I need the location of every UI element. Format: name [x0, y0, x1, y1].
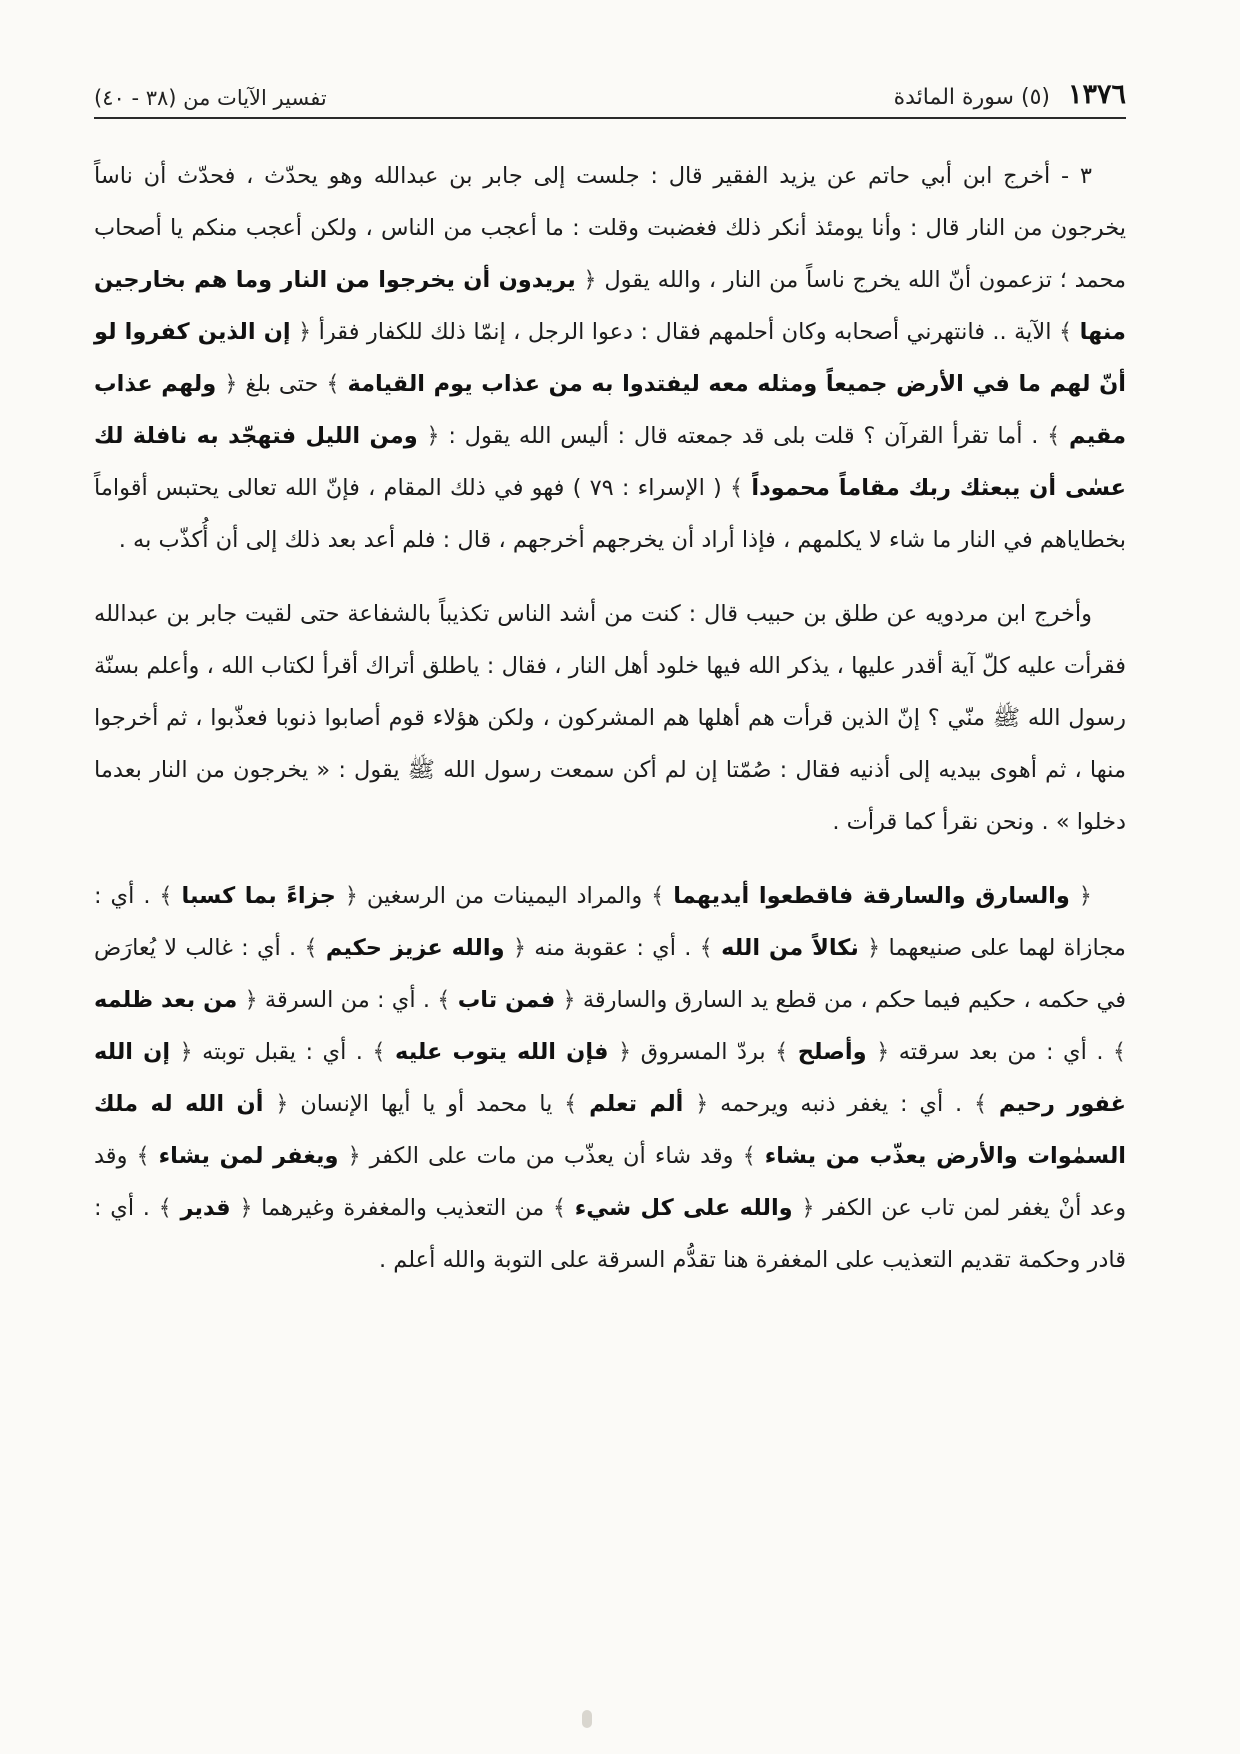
quran-bracket-close: ﴾ — [730, 475, 744, 501]
text-segment: ( الإسراء : ٧٩ ) فهو في ذلك المقام ، فإنّ الله تعالى يحتبس أقواماً بخطاياهم في النار ما شاء لا يكلمهم ، فإذا أراد أن يخرجهم أخرجهم ، قال : فلم أعد بعد ذلك إلى أن أُكذّب به . — [94, 475, 1126, 553]
text-segment: . أي : غالب لا يُعارَض في حكمه ، حكيم فيما حكم ، من قطع يد السارق والسارقة — [94, 935, 1126, 1013]
quran-bracket-close: ﴾ — [742, 1143, 756, 1169]
quran-quote: أن الله له ملك السمٰوات والأرض يعذّب من يشاء — [94, 1091, 1126, 1169]
quran-bracket-open: ﴿ — [239, 1195, 253, 1221]
quran-quote: قدير — [180, 1195, 231, 1221]
text-segment: . أي : يغفر ذنبه ويرحمه — [720, 1091, 963, 1117]
quran-bracket-open: ﴿ — [179, 1039, 193, 1065]
text-segment: . أي : من السرقة — [264, 987, 431, 1013]
quran-bracket-open: ﴿ — [801, 1195, 815, 1221]
quran-bracket-close: ﴾ — [651, 883, 665, 909]
paragraph-tafsir-verses — [94, 870, 1126, 1286]
quran-bracket-close: ﴾ — [437, 987, 451, 1013]
page-body — [94, 150, 1126, 1286]
quran-bracket-close: ﴾ — [1047, 423, 1061, 449]
text-segment: يا محمد أو يا أيها الإنسان — [300, 1091, 553, 1117]
quran-quote: نكالاً من الله — [721, 935, 859, 961]
page-mark — [582, 1710, 592, 1728]
quran-quote: والله عزيز حكيم — [325, 935, 505, 961]
text-segment: بردّ المسروق — [640, 1039, 766, 1065]
text-segment: . أي : مجازاة لهما على صنيعهما — [94, 883, 1126, 961]
text-segment: وقد وعد أنْ يغفر لمن تاب عن الكفر — [94, 1143, 1127, 1221]
quran-bracket-open: ﴿ — [583, 267, 597, 293]
quran-bracket-close: ﴾ — [372, 1039, 386, 1065]
quran-bracket-close: ﴾ — [304, 935, 318, 961]
quran-bracket-close: ﴾ — [326, 371, 340, 397]
quran-bracket-open: ﴿ — [344, 883, 358, 909]
text-segment: . أما تقرأ القرآن ؟ قلت بلى قد جمعته قال : أليس الله يقول : — [448, 423, 1039, 449]
text-segment: الآية .. فانتهرني أصحابه وكان أحلمهم فقال : دعوا الرجل ، إنمّا ذلك للكفار فقرأ — [318, 319, 1052, 345]
quran-bracket-open: ﴿ — [275, 1091, 289, 1117]
quran-bracket-close: ﴾ — [158, 1195, 172, 1221]
quran-bracket-close: ﴾ — [699, 935, 713, 961]
quran-quote: جزاءً بما كسبا — [181, 883, 336, 909]
quran-bracket-close: ﴾ — [973, 1091, 988, 1117]
text-segment: من التعذيب والمغفرة وغيرهما — [261, 1195, 545, 1221]
quran-bracket-open: ﴿ — [617, 1039, 632, 1065]
text-segment: . أي : عقوبة منه — [534, 935, 692, 961]
quran-bracket-open: ﴿ — [426, 423, 440, 449]
quran-bracket-close: ﴾ — [159, 883, 173, 909]
quran-quote: ولهم عذاب مقيم — [94, 371, 1126, 449]
quran-quote: من بعد ظلمه — [94, 987, 238, 1013]
quran-quote: والسارق والسارقة فاقطعوا أيديهما — [673, 883, 1070, 909]
quran-bracket-close: ﴾ — [552, 1195, 567, 1221]
quran-quote: فإن الله يتوب عليه — [395, 1039, 609, 1065]
paragraph-hadith-yazid — [94, 150, 1126, 566]
quran-quote: والله على كل شيء — [574, 1195, 793, 1221]
quran-quote: ومن الليل فتهجّد به نافلة لك عسٰى أن يبعثك ربك مقاماً محموداً — [94, 423, 1126, 501]
text-segment: وقد شاء أن يعذّب من مات على الكفر — [369, 1143, 734, 1169]
quran-quote: إن الذين كفروا لو أنّ لهم ما في الأرض جميعاً ومثله معه ليفتدوا به من عذاب يوم القيامة — [94, 319, 1126, 397]
quran-quote: ألم تعلم — [589, 1091, 684, 1117]
surah-title: (٥) سورة المائدة — [893, 85, 1050, 110]
header-right — [894, 79, 1126, 110]
quran-bracket-close: ﴾ — [1112, 1039, 1127, 1065]
text-segment: وأخرج ابن مردويه عن طلق بن حبيب قال : كنت من أشد الناس تكذيباً بالشفاعة حتى لقيت جابر بن عبدالله فقرأت عليه كلّ آية أقدر عليها ، يذكر الله فيها خلود أهل النار ، فقال : ياطلق أتراك أقرأ لكتاب الله ، وأعلم بسنّة رسول الله ﷺ منّي ؟ إنّ الذين قرأت هم أهلها هم المشركون ، ولكن هؤلاء قوم أصابوا ذنوبا فعذّبوا ، ثم أخرجوا منها ، ثم أهوى بيديه إلى أذنيه فقال : صُمّتا إن لم أكن سمعت رسول الله ﷺ يقول : « يخرجون من النار بعدما دخلوا » . ونحن نقرأ كما قرأت . — [94, 601, 1126, 835]
page-number: ١٣٧٦ — [1067, 79, 1126, 110]
quran-bracket-close: ﴾ — [564, 1091, 578, 1117]
quran-bracket-open: ﴿ — [867, 935, 881, 961]
running-header — [94, 64, 1126, 110]
text-segment: . أي : يقبل توبته — [202, 1039, 363, 1065]
text-segment: . أي : قادر وحكمة تقديم التعذيب على المغفرة هنا تقدُّم السرقة على التوبة والله أعلم . — [94, 1195, 1126, 1273]
paragraph-hadith-talq — [94, 588, 1126, 848]
quran-quote: ويغفر لمن يشاء — [158, 1143, 339, 1169]
quran-bracket-open: ﴿ — [512, 935, 527, 961]
quran-quote: وأصلح — [797, 1039, 867, 1065]
section-title: تفسير الآيات من (٣٨ - ٤٠) — [94, 86, 327, 110]
quran-bracket-open: ﴿ — [298, 319, 312, 345]
quran-bracket-close: ﴾ — [1058, 319, 1073, 345]
quran-bracket-open: ﴿ — [876, 1039, 890, 1065]
quran-quote: يريدون أن يخرجوا من النار وما هم بخارجين منها — [94, 267, 1126, 345]
quran-quote: إن الله غفور رحيم — [94, 1039, 1126, 1117]
quran-bracket-close: ﴾ — [136, 1143, 150, 1169]
text-segment: حتى بلغ — [245, 371, 319, 397]
text-segment: ٣ - أخرج ابن أبي حاتم عن يزيد الفقير قال : جلست إلى جابر بن عبدالله وهو يحدّث ، فحدّث أن ناساً يخرجون من النار قال : وأنا يومئذ أنكر ذلك فغضبت وقلت : ما أعجب من الناس ، ولكن أعجب منكم يا أصحاب محمد ؛ تزعمون أنّ الله يخرج ناساً من النار ، والله يقول — [94, 163, 1127, 293]
quran-bracket-open: ﴿ — [1078, 883, 1092, 909]
text-segment: والمراد اليمينات من الرسغين — [366, 883, 643, 909]
quran-bracket-open: ﴿ — [695, 1091, 709, 1117]
quran-bracket-close: ﴾ — [775, 1039, 789, 1065]
quran-quote: فمن تاب — [457, 987, 556, 1013]
text-segment: . أي : من بعد سرقته — [898, 1039, 1104, 1065]
quran-bracket-open: ﴿ — [224, 371, 238, 397]
quran-bracket-open: ﴿ — [347, 1143, 361, 1169]
quran-bracket-open: ﴿ — [244, 987, 258, 1013]
header-divider — [94, 117, 1126, 119]
quran-bracket-open: ﴿ — [562, 987, 576, 1013]
